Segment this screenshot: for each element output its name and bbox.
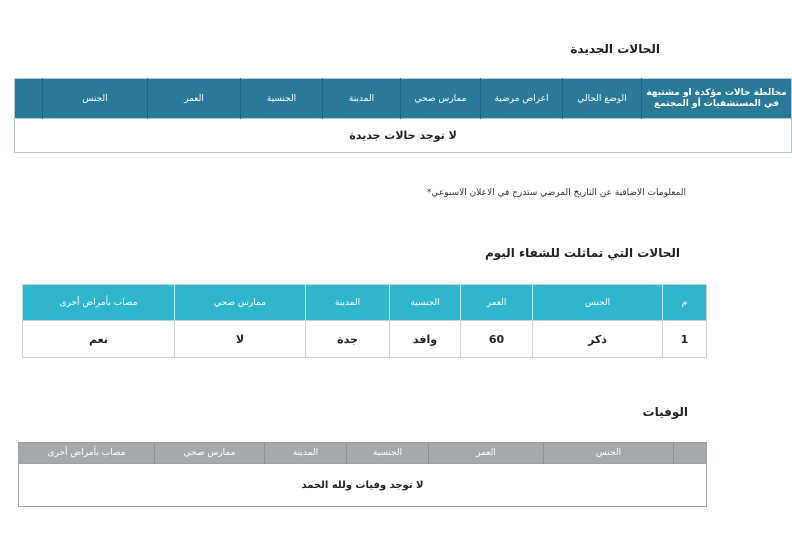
- column-header: ممارس صحي: [401, 79, 481, 119]
- table-row: [23, 321, 707, 358]
- column-header: المدينة: [323, 79, 401, 119]
- table-header-row: [19, 443, 707, 464]
- column-header: الجنسية: [347, 443, 429, 464]
- column-header: ممارس صحي: [155, 443, 265, 464]
- column-header: الجنس: [544, 443, 674, 464]
- table-header-row: [15, 79, 792, 119]
- table-cell: ذكر: [533, 321, 663, 358]
- column-header: [674, 443, 707, 464]
- deaths-title: الوفيات: [642, 405, 688, 419]
- column-header: مخالطة حالات مؤكدة او مشتبهة في المستشفيات أو المجتمع: [642, 79, 792, 119]
- table-cell: جدة: [306, 321, 390, 358]
- column-header: مصاب بأمراض أخرى: [19, 443, 155, 464]
- column-header: الجنسية: [390, 285, 461, 321]
- empty-message: لا توجد حالات جديدة: [15, 119, 792, 153]
- column-header: [15, 79, 43, 119]
- recovered-table: [22, 284, 707, 358]
- table-header-row: [23, 285, 707, 321]
- table-cell: 60: [461, 321, 533, 358]
- footnote: المعلومات الاضافية عن التاريخ المرضي ستدرج في الاعلان الاسبوعي*: [426, 188, 686, 198]
- new-cases-title: الحالات الجديدة: [570, 42, 660, 56]
- column-header: م: [663, 285, 707, 321]
- new-cases-table: [14, 78, 792, 153]
- table-cell: لا: [175, 321, 306, 358]
- column-header: ممارس صحي: [175, 285, 306, 321]
- column-header: الجنس: [43, 79, 148, 119]
- column-header: الجنسية: [241, 79, 323, 119]
- column-header: الوضع الحالي: [563, 79, 642, 119]
- table-cell: وافد: [390, 321, 461, 358]
- column-header: المدينة: [265, 443, 347, 464]
- column-header: المدينة: [306, 285, 390, 321]
- column-header: العمر: [461, 285, 533, 321]
- deaths-table: [18, 442, 707, 507]
- table-row: [19, 464, 707, 507]
- table-cell: نعم: [23, 321, 175, 358]
- column-header: اعراض مرضية: [481, 79, 563, 119]
- column-header: مصاب بأمراض أخرى: [23, 285, 175, 321]
- table-cell: 1: [663, 321, 707, 358]
- table-row: [15, 119, 792, 153]
- empty-message: لا توجد وفيات ولله الحمد: [19, 464, 707, 507]
- column-header: العمر: [148, 79, 241, 119]
- column-header: الجنس: [533, 285, 663, 321]
- column-header: العمر: [429, 443, 544, 464]
- recovered-title: الحالات التي تماثلت للشفاء اليوم: [484, 246, 680, 260]
